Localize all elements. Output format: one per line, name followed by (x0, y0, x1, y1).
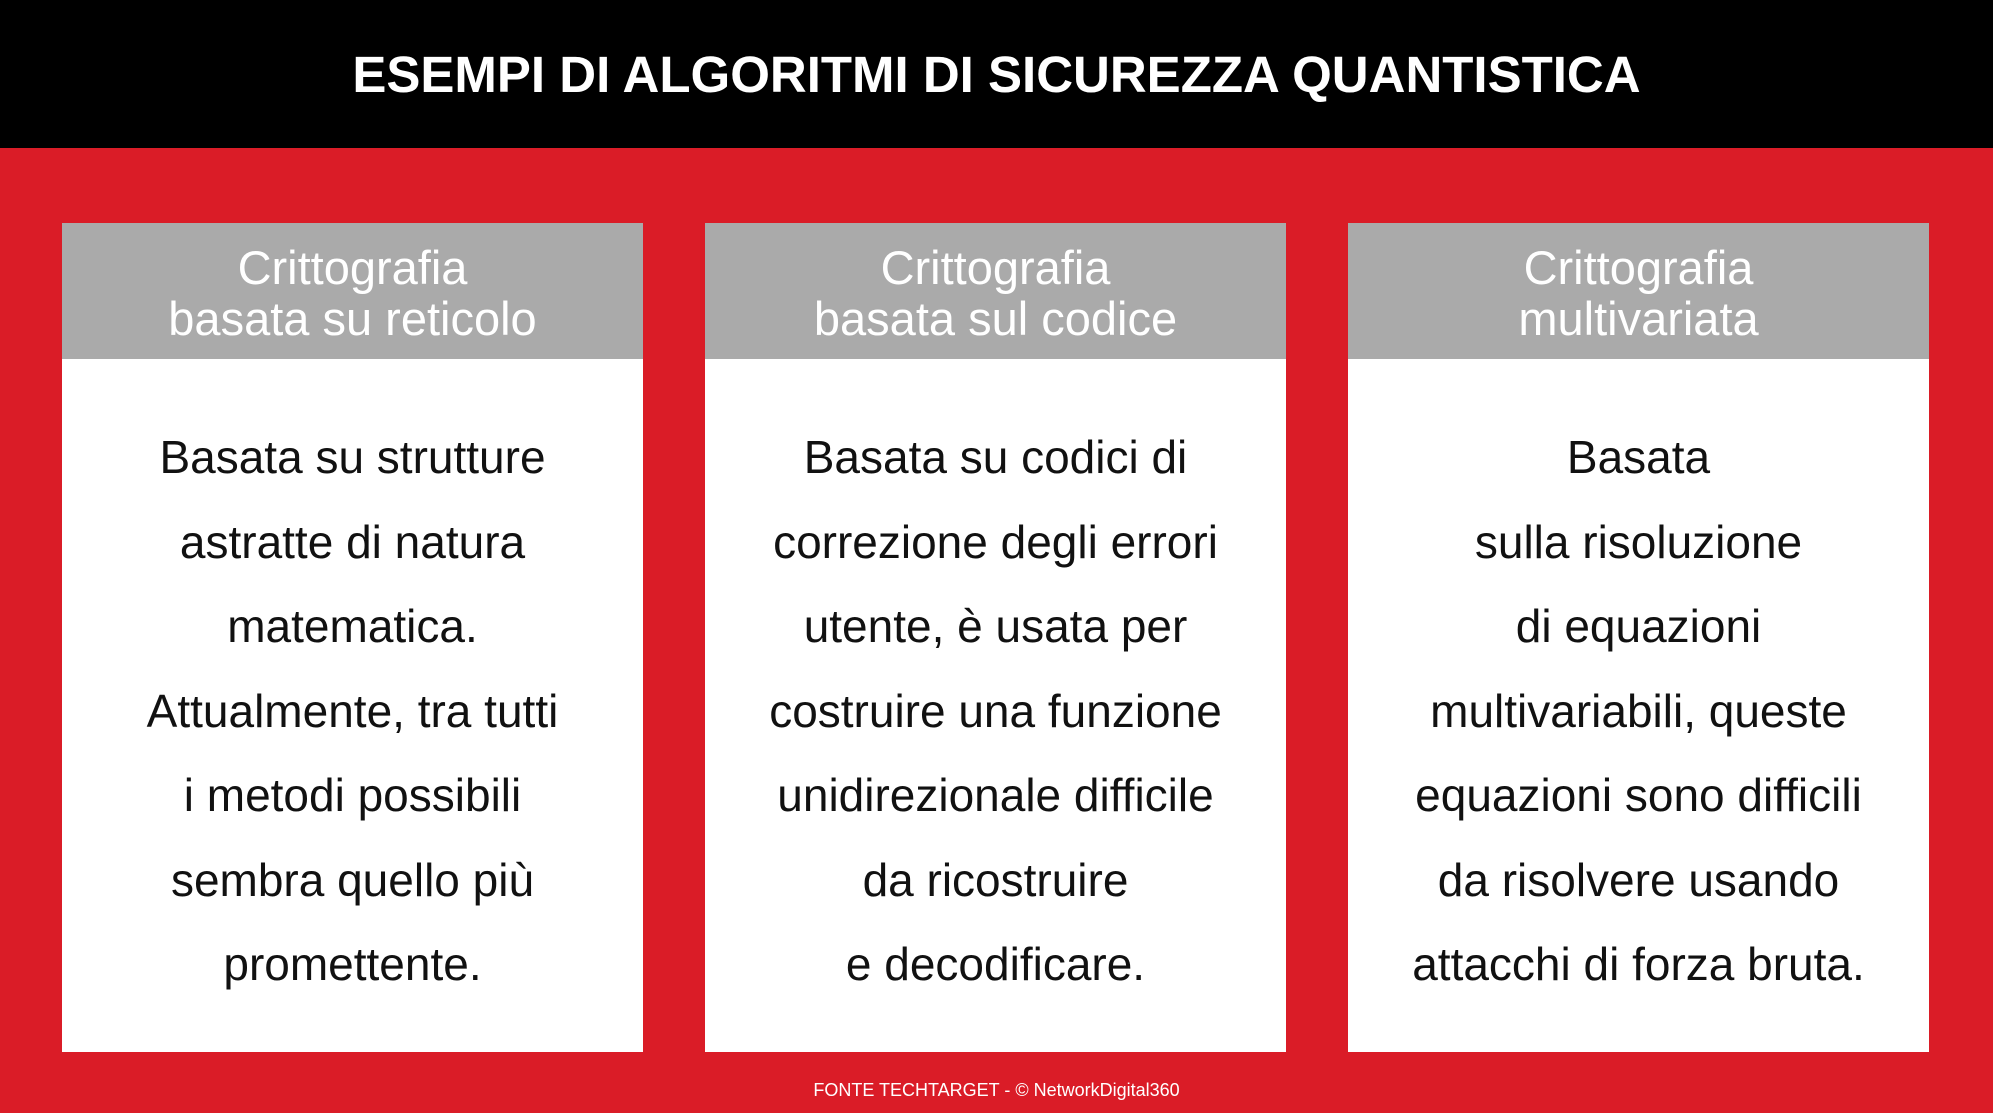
card-heading-line: Crittografia (880, 241, 1111, 294)
description-line: promettente. (223, 938, 482, 990)
description-line: da risolvere usando (1437, 853, 1840, 906)
description-line: Basata su strutture (159, 431, 546, 483)
description-line: multivariabili, queste (1430, 684, 1847, 737)
card-description (1348, 359, 1929, 1007)
card-description (705, 359, 1286, 1007)
description-line: utente, è usata per (803, 600, 1188, 652)
header-bar (0, 0, 1993, 148)
description-line: e decodificare. (845, 938, 1146, 990)
description-line: da ricostruire (862, 853, 1129, 906)
description-line: sulla risoluzione (1474, 515, 1803, 568)
card-code-based-cryptography (705, 223, 1286, 1052)
description-line: astratte di natura (179, 515, 526, 568)
description-line: sembra quello più (170, 853, 535, 906)
page-title: ESEMPI DI ALGORITMI DI SICUREZZA QUANTISTICA (352, 45, 1641, 103)
card-heading-line: basata su reticolo (168, 292, 537, 345)
card-header (1348, 223, 1929, 359)
description-line: di equazioni (1515, 600, 1762, 652)
card-lattice-cryptography (62, 223, 643, 1052)
description-line: attacchi di forza bruta. (1412, 938, 1865, 990)
description-line: costruire una funzione (769, 684, 1222, 737)
card-heading-line: Crittografia (1523, 241, 1754, 294)
description-line: equazioni sono difficili (1415, 769, 1862, 821)
card-header (62, 223, 643, 359)
description-line: correzione degli errori (773, 515, 1218, 568)
card-heading-line: basata sul codice (813, 292, 1178, 345)
description-line: i metodi possibili (183, 769, 522, 821)
source-credit: FONTE TECHTARGET - © NetworkDigital360 (813, 1080, 1180, 1100)
card-description (62, 359, 643, 1007)
card-heading-line: multivariata (1518, 292, 1759, 345)
description-line: unidirezionale difficile (777, 769, 1214, 821)
card-heading-line: Crittografia (237, 241, 468, 294)
description-line: matematica. (227, 600, 478, 652)
description-line: Basata (1566, 431, 1711, 483)
description-line: Attualmente, tra tutti (146, 684, 559, 737)
card-multivariate-cryptography (1348, 223, 1929, 1052)
card-header (705, 223, 1286, 359)
description-line: Basata su codici di (803, 431, 1188, 483)
